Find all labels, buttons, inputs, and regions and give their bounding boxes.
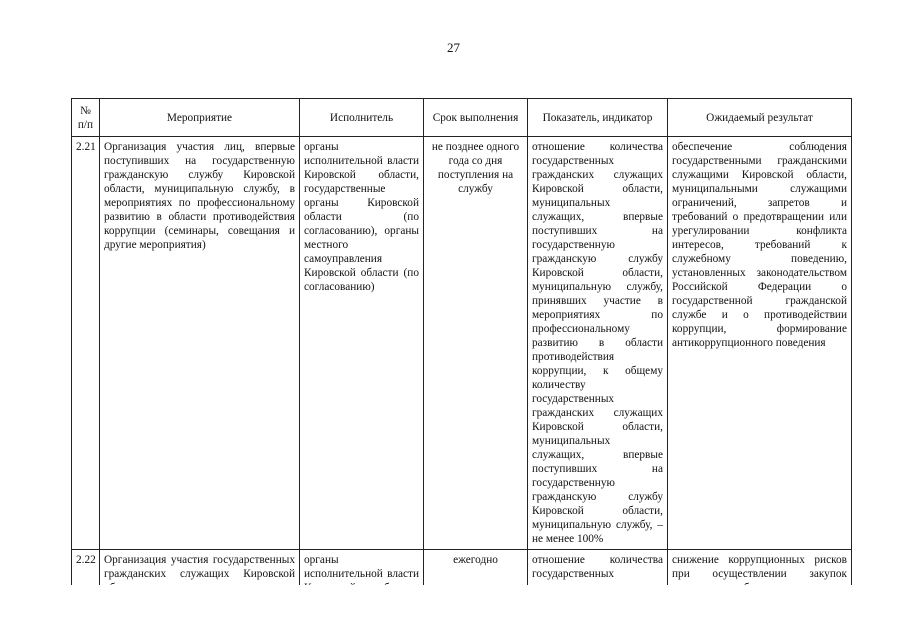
header-indicator: Показатель, индикатор: [528, 99, 668, 137]
header-executor: Исполнитель: [300, 99, 424, 137]
table-row: [72, 137, 852, 550]
header-num: № п/п: [72, 99, 100, 137]
executor-cell: органы исполнительной власти Кировской области, государственные органы Кировской области (по согласованию), органы местного самоуправления Кировской области (по согласованию): [300, 137, 424, 550]
deadline-cell: не позднее одного года со дня поступления на службу: [424, 137, 528, 550]
result-cell: снижение коррупционных рисков при осуществлении закупок: [668, 550, 852, 627]
event-cell: Организация участия лиц, впервые поступивших на государственную гражданскую службу Кировской области, муниципальную службу, в мероприятиях по профессиональному развитию в области противодействия коррупции (семинары, совещания и другие мероприятия): [100, 137, 300, 550]
indicator-cell: отношение количества государственных: [528, 550, 668, 627]
event-cell: Организация участия государственных гражданских служащих Кировской: [100, 550, 300, 627]
measures-table: [71, 98, 852, 627]
header-event: Мероприятие: [100, 99, 300, 137]
row-number: 2.22: [72, 550, 100, 627]
header-deadline: Срок выполнения: [424, 99, 528, 137]
result-cell: обеспечение соблюдения государственными гражданскими служащими Кировской области, муниципальными служащими ограничений, запретов и требований о предотвращении или урегулировании конфликта интересов, требований к служебному поведению, установленных законодательством Российской Федерации о государственной гражданской службе и о противодействии коррупции, формирование антикоррупционного поведения: [668, 137, 852, 550]
row-number: 2.21: [72, 137, 100, 550]
table-header-row: [72, 99, 852, 137]
executor-cell: органы исполнительной власти: [300, 550, 424, 627]
deadline-cell: ежегодно: [424, 550, 528, 627]
indicator-cell: отношение количества государственных гражданских служащих Кировской области, муниципальных служащих, впервые поступивших на государственную гражданскую службу Кировской области, муниципальную службу, принявших участие в мероприятиях по профессиональному развитию в области противодействия коррупции, к общему количеству государственных гражданских служащих Кировской области, муниципальных служащих, впервые поступивших на государственную гражданскую службу Кировской области, муниципальную службу, – не менее 100%: [528, 137, 668, 550]
header-result: Ожидаемый результат: [668, 99, 852, 137]
page-number: 27: [447, 40, 460, 55]
page-bottom-margin: [0, 585, 907, 640]
